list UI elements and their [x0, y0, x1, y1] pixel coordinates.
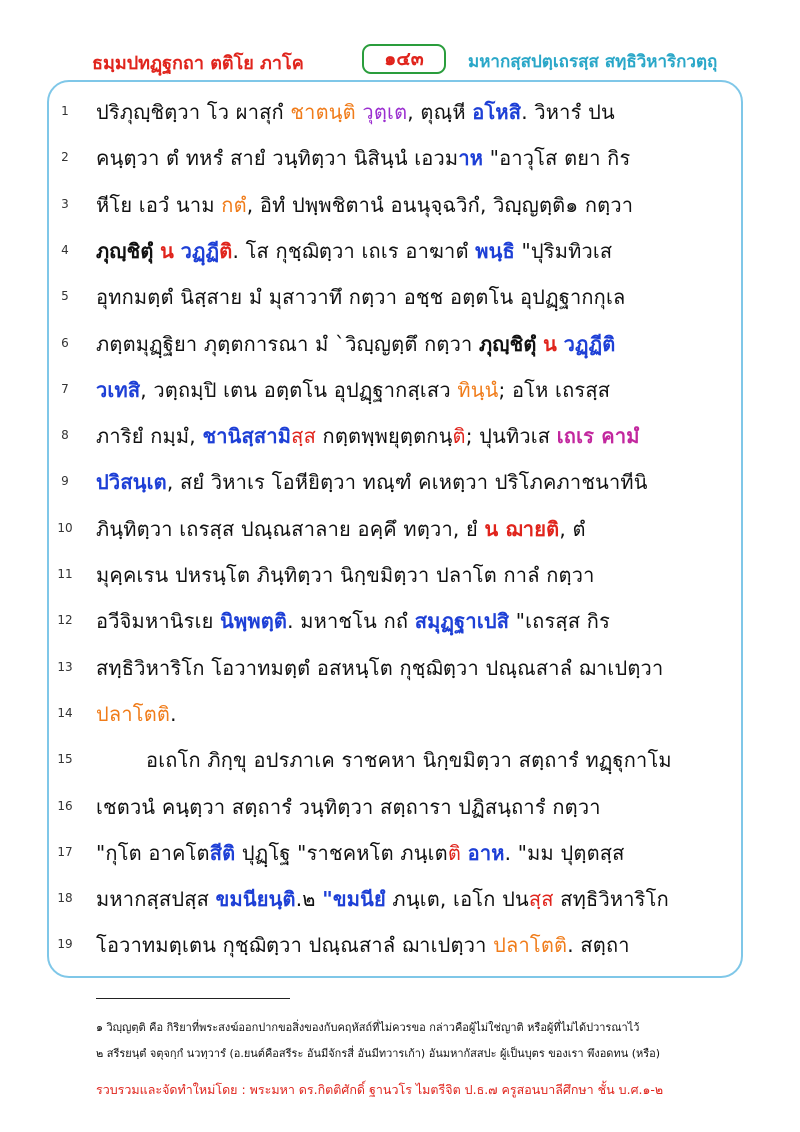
- line-text: [96, 231, 726, 271]
- line-number: 8: [61, 428, 69, 443]
- highlighted-word: ปลาโตติ: [96, 701, 171, 726]
- highlighted-word: น ฌายติ: [484, 516, 560, 541]
- line-number: 17: [57, 844, 73, 859]
- line-number: 19: [57, 937, 73, 952]
- text-segment: "อาวุโส ตยา กิร: [483, 146, 631, 171]
- text-line: [0, 229, 800, 275]
- highlighted-word: สฺส: [291, 424, 316, 449]
- line-text: [96, 787, 726, 827]
- text-line: [0, 460, 800, 506]
- text-segment: , อิทํ ปพฺพชิตานํ อนนุจฺฉวิกํ, วิญฺญตฺติ๑ กตฺวา: [246, 192, 634, 217]
- line-number: 15: [57, 752, 73, 767]
- line-number: 7: [61, 381, 69, 396]
- text-segment: ภินฺทิตฺวา เถรสฺส ปณฺณสาลาย อคฺคึ ทตฺวา, ยํ: [96, 516, 485, 541]
- text-line: [0, 923, 800, 969]
- text-segment: , สยํ วิหาเร โอหียิตฺวา ทณฺฑํ คเหตฺวา ปริโภคภาชนาทีนิ: [166, 470, 648, 495]
- line-text: [96, 185, 726, 225]
- text-segment: . มหาชโน กถํ: [287, 609, 415, 634]
- line-text: [96, 509, 726, 549]
- highlighted-word: เถเร คามํ: [556, 424, 640, 449]
- story-title: มหากสฺสปตฺเถรสฺส สทฺธิวิหาริกวตฺถุ: [468, 52, 718, 72]
- text-segment: "เถรสฺส กิร: [509, 609, 611, 634]
- text-line: [0, 831, 800, 877]
- line-number: 9: [61, 474, 69, 489]
- text-line: [0, 507, 800, 553]
- line-text: [96, 324, 726, 364]
- highlighted-word: "ขมนียํ: [322, 887, 386, 912]
- highlighted-word: ขมนียนฺติ: [215, 887, 296, 912]
- highlighted-word: อาห: [467, 840, 505, 865]
- highlighted-word: ีติ: [219, 238, 233, 263]
- highlighted-word: วฏฺฏีติ: [563, 331, 616, 356]
- line-number: 11: [57, 567, 73, 581]
- text-segment: ปริภุญฺชิตฺวา โว ผาสุกํ: [96, 100, 291, 124]
- footnote-divider: [96, 998, 290, 999]
- text-segment: ปุฏฺโฐ "ราชคหโต ภนฺเต: [235, 840, 448, 865]
- highlighted-word: สมุฏฺฐาเปสิ: [414, 609, 510, 634]
- line-number: 3: [61, 196, 69, 211]
- text-segment: สทฺธิวิหาริโก โอวาทมตฺตํ อสหนฺโต กุชฺฌิตฺวา ปณฺณสาลํ ฌาเปตฺวา: [96, 655, 664, 680]
- footnote-2: ๒ สรีรยนฺตํ จตุจกฺกํ นวทฺวารํ (อ.ยนต์คือสรีระ อันมีจักรสี่ อันมีทวารเก้า) อันมหากัสสปะ ผู้เป็นบุตร ของเรา พึงอดทน (หรือ): [96, 1047, 661, 1060]
- text-segment: เชตวนํ คนฺตฺวา สตฺถารํ วนฺทิตฺวา สตฺถารา ปฏิสนฺถารํ กตฺวา: [96, 794, 601, 819]
- line-text: [146, 740, 726, 780]
- line-text: [96, 694, 726, 734]
- text-segment: มุคฺคเรน ปหรนฺโต ภินฺทิตฺวา นิกฺขมิตฺวา ปลาโต กาลํ กตฺวา: [96, 563, 595, 587]
- text-line: [0, 738, 800, 784]
- highlighted-word: ภุญฺชิตุํ: [96, 238, 154, 263]
- highlighted-word: ปลาโตติ: [493, 933, 568, 958]
- text-line: [0, 646, 800, 692]
- text-line: [0, 368, 800, 414]
- text-line: [0, 183, 800, 229]
- line-text: [96, 879, 726, 919]
- highlighted-word: วุตฺเต: [362, 100, 408, 124]
- line-text: [96, 416, 726, 456]
- text-segment: .๒: [295, 887, 323, 912]
- text-segment: มหากสฺสปสฺส: [96, 887, 216, 912]
- text-segment: ; อโห เถรสฺส: [498, 377, 611, 402]
- line-number: 18: [57, 891, 73, 906]
- highlighted-word: สีติ: [209, 840, 236, 865]
- text-line: [0, 553, 800, 599]
- text-segment: ภาริยํ กมฺมํ,: [96, 424, 203, 449]
- text-line: [0, 785, 800, 831]
- text-line: [0, 414, 800, 460]
- highlighted-word: ปวิสนฺเต: [96, 470, 167, 495]
- text-segment: ; ปุนทิวเส: [465, 424, 557, 449]
- text-line: [0, 692, 800, 738]
- text-segment: อวีจิมหานิรเย: [96, 609, 221, 634]
- line-text: [96, 925, 726, 965]
- highlighted-word: วเทสิ: [96, 377, 141, 402]
- line-text: [96, 92, 726, 132]
- line-number: 10: [57, 520, 73, 535]
- footnote-1: ๑ วิญฺญตฺติ คือ กิริยาที่พระสงฆ์ออกปากขอสิ่งของกับคฤหัสถ์ที่ไม่ควรขอ กล่าวคือผู้ไม่ใช่ญาติ หรือผู้ที่ไม่ได้ปวารณาไว้: [96, 1021, 640, 1034]
- line-text: [96, 601, 726, 641]
- line-text: [96, 370, 726, 410]
- line-number: 2: [61, 150, 69, 165]
- line-text: [96, 462, 726, 502]
- highlighted-word: ชานิสฺสามิ: [202, 424, 292, 449]
- line-number: 16: [57, 798, 73, 813]
- page-footer: รวบรวมและจัดทำใหม่โดย : พระมหา ดร.กิตติศักดิ์ ฐานวโร ไมตรีจิต ป.ธ.๗ ครูสอนบาลีศึกษา ชั้น บ.ศ.๑-๒: [96, 1082, 664, 1097]
- text-line: [0, 599, 800, 645]
- highlighted-word: น: [543, 331, 558, 356]
- text-segment: . สตฺถา: [567, 933, 630, 958]
- text-line: [0, 90, 800, 136]
- line-number: 6: [61, 335, 69, 350]
- book-title: ธมฺมปทฏฺฐกถา ตติโย ภาโค: [92, 53, 304, 74]
- text-line: [0, 136, 800, 182]
- highlighted-word: ชาตนฺติ: [290, 100, 356, 124]
- line-text: [96, 138, 726, 178]
- text-segment: ภนฺเต, เอโก ปน: [385, 887, 529, 912]
- line-number: 14: [57, 705, 73, 720]
- text-segment: ภตฺตมุฏฺฐิยา ภุตฺตการณา มํ `วิญฺญตฺตึ กตฺวา: [96, 331, 480, 356]
- line-number: 5: [61, 289, 69, 304]
- line-text: [96, 833, 726, 873]
- text-segment: , วตฺถมฺปิ เตน อตฺตโน อุปฏฺฐากสฺเสว: [140, 377, 458, 402]
- highlighted-word: สฺส: [528, 887, 554, 912]
- text-segment: "ปุริมทิวเส: [514, 238, 613, 263]
- page-header: [0, 44, 800, 78]
- line-number: 4: [61, 242, 69, 257]
- text-line: [0, 877, 800, 923]
- highlighted-word: าห: [458, 146, 484, 171]
- text-segment: โอวาทมตฺเตน กุชฺฌิตฺวา ปณฺณสาลํ ฌาเปตฺวา: [96, 933, 494, 958]
- text-segment: "กุโต อาคโต: [96, 840, 210, 865]
- highlighted-word: อโหสิ: [472, 100, 522, 124]
- highlighted-word: น: [160, 238, 175, 263]
- line-number: 1: [61, 104, 69, 118]
- highlighted-word: ติ: [452, 424, 466, 449]
- highlighted-word: ภุญฺชิตุํ: [479, 331, 537, 356]
- highlighted-word: วฏฺฏ: [180, 238, 220, 263]
- text-segment: .: [170, 701, 177, 726]
- highlighted-word: พนฺธิ: [475, 238, 515, 263]
- text-segment: หีโย เอวํ นาม: [96, 192, 222, 217]
- text-segment: , ตํ: [559, 516, 586, 541]
- highlighted-word: กตํ: [221, 192, 247, 217]
- text-segment: . วิหารํ ปน: [521, 100, 615, 124]
- text-segment: อเถโก ภิกฺขุ อปรภาเค ราชคหา นิกฺขมิตฺวา สตฺถารํ ทฏฺฐุกาโม: [146, 748, 672, 773]
- text-segment: กตฺตพฺพยุตฺตกนฺ: [315, 424, 453, 449]
- line-text: [96, 277, 726, 317]
- text-segment: สทฺธิวิหาริโก: [553, 887, 669, 912]
- text-line: [0, 322, 800, 368]
- line-text: [96, 555, 726, 595]
- text-segment: อุทกมตฺตํ นิสฺสาย มํ มุสาวาทึ กตฺวา อชฺช อตฺตโน อุปฏฺฐากกุเล: [96, 285, 626, 310]
- highlighted-word: ทินฺนํ: [457, 377, 499, 402]
- highlighted-word: นิพฺพตฺติ: [220, 609, 288, 634]
- page-number: ๑๔๓: [362, 44, 446, 74]
- line-number: 13: [57, 659, 73, 674]
- highlighted-word: ติ: [447, 840, 462, 865]
- text-segment: . "มม ปุตฺตสฺส: [504, 840, 625, 865]
- text-segment: . โส กุชฺฌิตฺวา เถเร อาฆาตํ: [232, 238, 476, 263]
- text-segment: คนฺตฺวา ตํ ทหรํ สายํ วนฺทิตฺวา นิสินฺนํ เอวม: [96, 146, 459, 171]
- line-text: [96, 648, 726, 688]
- text-segment: , ตุณฺหี: [407, 100, 473, 124]
- text-line: [0, 275, 800, 321]
- line-number: 12: [57, 613, 73, 628]
